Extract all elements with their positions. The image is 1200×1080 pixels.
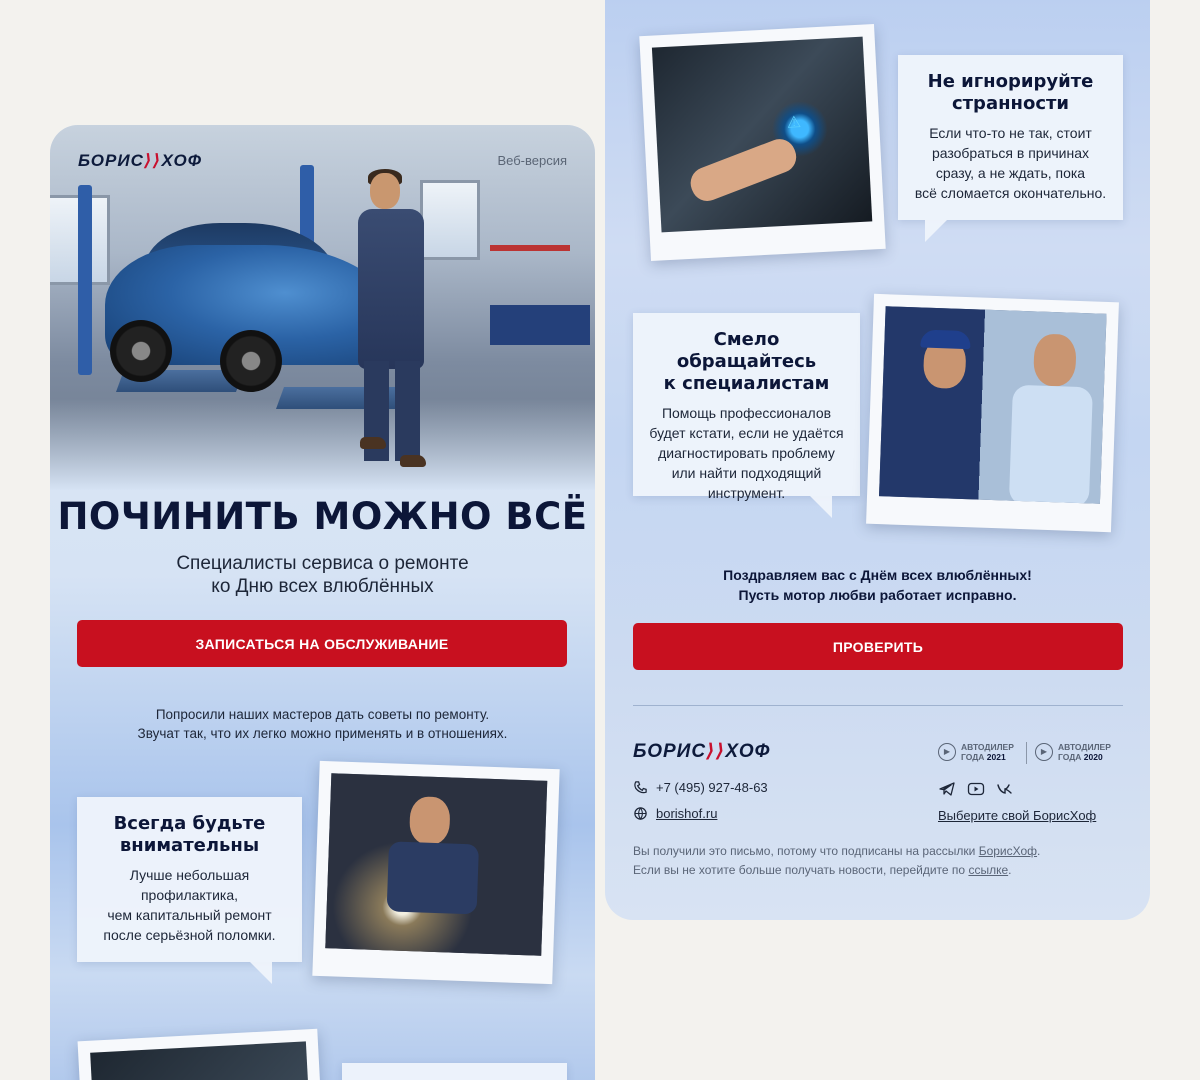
legal-punct: . [1037,844,1041,858]
tip-text-line: диагностировать проблему [658,445,835,461]
book-service-button[interactable]: ЗАПИСАТЬСЯ НА ОБСЛУЖИВАНИЕ [77,620,567,667]
lift-post [78,185,92,375]
intro-line: Попросили наших мастеров дать советы по ремонту. [155,707,490,722]
car-wheel [110,320,172,382]
choose-dealer-link[interactable]: Выберите свой БорисХоф [938,808,1097,823]
tip-text-line: Если что-то не так, стоит [929,125,1092,141]
hand [686,134,801,205]
photo-frame [866,294,1119,532]
person-body [387,841,479,914]
tip-text-line: профилактика, [140,887,239,903]
tip-text [912,123,1109,203]
logo-arrow: ⟩⟩ [143,151,162,170]
phone-contact[interactable] [633,780,768,795]
check-button[interactable]: ПРОВЕРИТЬ [633,623,1123,670]
award-icon: ▶ [1035,743,1053,761]
tip-title [647,329,846,395]
tip-card-partial [342,1063,567,1080]
dashboard-warning-photo [652,37,872,233]
page-title: ПОЧИНИТЬ МОЖНО ВСЁ [57,495,588,538]
footer-divider [633,705,1123,706]
congrats-text [605,565,1150,605]
person-head [409,796,451,845]
site-contact[interactable] [633,806,717,821]
tip-text-line: чем капитальный ремонт [107,907,272,923]
tip-title-line: странности [951,93,1070,114]
photo-frame [312,761,559,984]
award-badge [938,742,1014,762]
hero-subtitle [110,552,535,598]
tip-title-line: Смело обращайтесь [676,329,817,372]
tip-text [647,403,846,503]
speech-bubble-tail [810,496,832,518]
tip-text-line: или найти подходящий [671,465,822,481]
speech-bubble-tail [250,962,272,984]
badge-separator [1026,742,1027,764]
mechanic-head [370,173,400,209]
hero-image [50,125,595,490]
congrats-line: Поздравляем вас с Днём всех влюблённых! [723,567,1032,583]
person-body [1009,385,1093,504]
tip-title-line: Всегда будьте [113,813,266,834]
intro-text [90,705,555,743]
warning-icon: ⚠ [786,113,802,132]
tip-title [912,71,1109,115]
tip-title-line: Не игнорируйте [927,71,1094,92]
tip-text-line: после серьёзной поломки. [103,927,276,943]
badge-year: 2021 [986,752,1006,762]
tool-shelf [490,245,570,251]
site-link: borishof.ru [656,806,718,821]
tip-text [91,865,288,945]
cap [920,329,971,349]
award-icon: ▶ [938,743,956,761]
speech-bubble-tail [925,220,947,242]
legal-line: Вы получили это письмо, потому что подписаны на рассылки [633,844,979,858]
badge-year: 2020 [1083,752,1103,762]
youtube-icon[interactable] [967,780,985,798]
globe-icon [633,806,648,821]
tip-card [77,797,302,962]
logo-text-part2: ХОФ [725,741,771,762]
phone-number: +7 (495) 927-48-63 [656,780,768,795]
vk-icon[interactable] [996,780,1014,798]
photo-frame [639,24,885,261]
mechanic-engine-photo [325,773,547,955]
unsubscribe-link[interactable]: ссылке [968,863,1009,877]
logo-text-part1: БОРИС [78,151,144,170]
mechanic-shoe [400,455,426,467]
footer-brand-logo[interactable] [633,740,770,763]
award-badge [1035,742,1111,762]
congrats-line: Пусть мотор любви работает исправно. [738,587,1017,603]
car-wheel [220,330,282,392]
tip-card [898,55,1123,220]
tip-text-line: разобраться в причинах [931,145,1090,161]
web-version-link[interactable]: Веб-версия [497,153,567,168]
legal-line: Если вы не хотите больше получать новости, перейдите по [633,863,969,877]
brand-logo[interactable] [78,151,202,171]
tip-text-line: Помощь профессионалов [661,405,832,421]
logo-text-part1: БОРИС [633,741,707,762]
tool-cabinet [490,305,590,345]
badge-label: ГОДА [1058,752,1082,762]
phone-icon [633,780,648,795]
intro-line: Звучат так, что их легко можно применять и в отношениях. [137,726,508,741]
person-head [1033,333,1077,386]
tip-text-line: Лучше небольшая [129,867,250,883]
logo-text-part2: ХОФ [161,151,203,170]
email-preview-right [605,0,1150,920]
mechanic-shoe [360,437,386,449]
handshake-photo [879,306,1106,504]
tip-title-line: к специалистам [663,373,830,394]
photo-partial [90,1041,309,1080]
telegram-icon[interactable] [938,780,956,798]
hero-subtitle-line: ко Дню всех влюблённых [211,576,434,597]
badge-label: ГОДА [961,752,985,762]
logo-arrow: ⟩⟩ [706,741,726,762]
garage-window [420,180,480,260]
tip-text-line: всё сломается окончательно. [914,185,1107,201]
email-preview-left [50,125,595,1080]
legal-text [633,842,1123,880]
tip-text-line: сразу, а не ждать, пока [935,165,1086,181]
tip-card [633,313,860,501]
photo-frame [78,1029,323,1080]
tip-text-line: инструмент. [707,485,786,501]
brand-link[interactable]: БорисХоф [978,844,1038,858]
badge-label: АВТОДИЛЕР [961,742,1014,752]
hero-subtitle-line: Специалисты сервиса о ремонте [176,553,469,574]
badge-label: АВТОДИЛЕР [1058,742,1111,752]
mechanic-body [358,209,424,369]
tip-title [91,813,288,857]
tip-title-line: внимательны [119,835,260,856]
tip-text-line: будет кстати, если не удаётся [649,425,844,441]
legal-punct: . [1008,863,1012,877]
